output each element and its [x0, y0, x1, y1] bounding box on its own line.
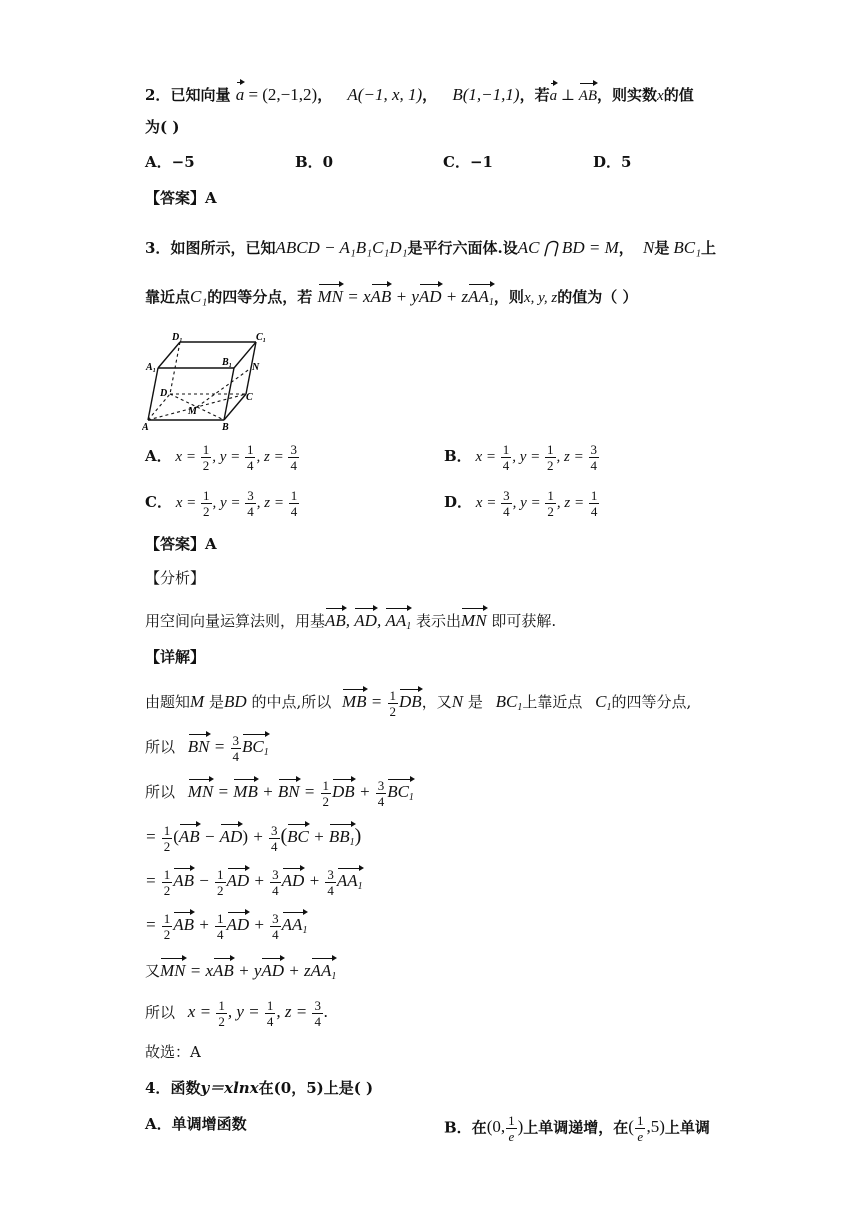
detail-text: 又: [145, 962, 161, 980]
q3-option-b: B． x = $\frac{1}{4}$ , y = $\frac{1}{2}$ , z = $\frac{3}{4}$: [444, 442, 597, 473]
q4-option-b: B．在(0, $\frac{1}{e}$ )上单调递增，在( $\frac{1}{e}$ ,5)上单调: [444, 1113, 710, 1144]
q3-analysis-head: 【分析】: [145, 569, 206, 587]
q2-answer: [145, 187, 217, 209]
vector-a: a: [550, 79, 558, 107]
intersection-expr: AC ⋂ BD = M: [517, 238, 619, 257]
detail-line-6: = $\frac{1}{2}$ AB + $\frac{1}{4}$ AD + $\frac{3}{4}$ $AA_1$: [145, 908, 307, 942]
vector-a-value: = (2,−1,2): [244, 85, 318, 104]
vars-xyz: x, y, z: [523, 290, 558, 306]
q2-option-d: D．5: [593, 153, 632, 171]
q3-text: 如图所示，已知: [170, 239, 276, 257]
option-text: 上单调: [664, 1118, 710, 1137]
perp-symbol: ⊥: [560, 88, 575, 104]
q3-text: 上: [700, 239, 716, 257]
q3-detail-head: 【详解】: [145, 648, 206, 666]
detail-text: 所以: [145, 783, 176, 801]
q3-text: 靠近点: [145, 288, 191, 306]
label-d1: D₁: [172, 332, 183, 343]
point-n: N: [642, 238, 655, 257]
label-d: D: [160, 388, 168, 399]
detail-line-7: 又MN = xAB + yAD + zAA$_1$: [145, 954, 336, 988]
q3-text: ，: [618, 239, 634, 257]
q3-line-1: [145, 237, 716, 259]
detail-text: 是: [467, 693, 483, 711]
parallelepiped-figure: [142, 332, 278, 432]
q3-text: 是平行六面体.设: [407, 239, 518, 257]
label-a1: A₁: [146, 362, 157, 373]
q2-text: 的值: [663, 86, 694, 104]
label-c1: C₁: [256, 332, 267, 343]
label-c: C: [246, 392, 253, 403]
detail-line-5: = $\frac{1}{2}$ AB − $\frac{1}{2}$ AD + $\frac{3}{4}$ AD + $\frac{3}{4}$ $AA_1$: [145, 864, 363, 898]
q3-line-2: [145, 280, 638, 314]
q3-text: ，则: [493, 288, 524, 306]
q4-line-1: [145, 1077, 373, 1099]
answer-label: 【答案】A: [145, 189, 217, 207]
detail-text: 是: [208, 693, 224, 711]
detail-line-4: = $\frac{1}{2}$ (AB − AD) + $\frac{3}{4}$ $(BC + BB_1)$: [145, 820, 361, 854]
q3-text: 的四等分点，若: [207, 288, 313, 306]
q3-text: 是: [654, 239, 670, 257]
q2-number: 2．: [145, 86, 171, 104]
detail-text: 的四等分点,: [611, 693, 692, 711]
detail-text: ，又: [421, 693, 452, 711]
q2-option-c: C．−1: [443, 153, 493, 171]
detail-text: 所以: [145, 738, 176, 756]
q4-number: 4．: [145, 1079, 171, 1097]
q3-text: 的值为（ ）: [557, 288, 638, 306]
function-expr: y＝xlnx: [200, 1079, 259, 1097]
q3-answer: [145, 533, 217, 555]
q2-text: ，则实数: [597, 86, 658, 104]
q4-text: 函数: [170, 1079, 201, 1097]
q2-line-2: 为( ): [145, 118, 180, 136]
label-a: A: [142, 422, 149, 432]
option-label: C．: [145, 492, 172, 511]
point-a: A(−1, x, 1): [347, 85, 423, 104]
detail-line-3: 所以 MN = MB + BN = $\frac{1}{2}$ DB + $\frac{3}{4}$ $BC_1$: [145, 775, 414, 809]
q2-text: 已知向量: [170, 86, 231, 104]
mn-decomposition: MN = xAB + yAD + zAA$_1$: [318, 287, 494, 306]
segment-bc1: BC₁: [673, 238, 701, 257]
detail-line-2: 所以 BN = $\frac{3}{4}$ $BC_1$: [145, 730, 269, 764]
label-b: B: [222, 422, 229, 432]
option-label: D．: [444, 492, 473, 511]
q2-option-a: A．−5: [145, 153, 195, 171]
analysis-text: 用空间向量运算法则，用基: [145, 612, 326, 630]
detail-text: 的中点,所以: [251, 693, 332, 711]
q2-option-b: B．0: [295, 153, 334, 171]
detail-text: 上靠近点: [522, 693, 583, 711]
perp-expr: [550, 88, 597, 104]
analysis-text: 表示出: [416, 612, 462, 630]
option-label: B．: [444, 446, 472, 465]
label-b1: B₁: [222, 357, 233, 368]
q3-option-d: D． x = $\frac{3}{4}$ , y = $\frac{1}{2}$ , z = $\frac{1}{4}$: [444, 488, 598, 519]
q3-conclusion: 故选：A: [145, 1043, 201, 1061]
detail-line-8: 所以 x = $\frac{1}{2}$ , y = $\frac{1}{4}$ , z = $\frac{3}{4}$ .: [145, 998, 329, 1029]
point-c1: C₁: [190, 287, 208, 306]
option-text: B．在: [444, 1118, 487, 1137]
q3-number: 3．: [145, 239, 171, 257]
vector-a: a: [236, 78, 245, 106]
option-label: A．: [145, 446, 172, 465]
detail-line-1: 由题知M 是BD 的中点,所以 MB = $\frac{1}{2}$ DB，又N 是 $BC_1$上靠近点 $C_1$的四等分点,: [145, 685, 691, 719]
vector-ab: AB: [579, 79, 597, 107]
q2-text: ，若: [519, 86, 550, 104]
option-text: 上单调递增，在: [523, 1118, 629, 1137]
detail-text: 由题知: [145, 693, 191, 711]
analysis-text: 即可获解.: [491, 612, 557, 630]
var-x: x: [657, 88, 664, 104]
q3-analysis: 用空间向量运算法则，用基AB, AD, $AA_1$ 表示出MN 即可获解.: [145, 604, 556, 638]
q2-vector-a-expr: [236, 85, 318, 104]
label-n: N: [252, 362, 260, 373]
q4-option-a: A．单调增函数: [145, 1115, 247, 1133]
q3-option-c: C． x = $\frac{1}{2}$ , y = $\frac{3}{4}$ , z = $\frac{1}{4}$: [145, 488, 298, 519]
detail-text: 所以: [145, 1003, 176, 1022]
point-b: B(1,−1,1): [452, 85, 520, 104]
solid-name: ABCD − A₁B₁C₁D₁: [275, 238, 408, 257]
answer-label: 【答案】A: [145, 535, 217, 553]
q2-line-1: 2．已知向量 a = (2,−1,2)， A(−1, x, 1)， B(1,−1,1)，若a ⊥ AB，则实数x的值: [145, 78, 694, 107]
q3-option-a: A． x = $\frac{1}{2}$ , y = $\frac{1}{4}$ , z = $\frac{3}{4}$: [145, 442, 297, 473]
q4-text: 在(0，5)上是( ): [258, 1079, 374, 1097]
label-m: M: [188, 406, 197, 417]
